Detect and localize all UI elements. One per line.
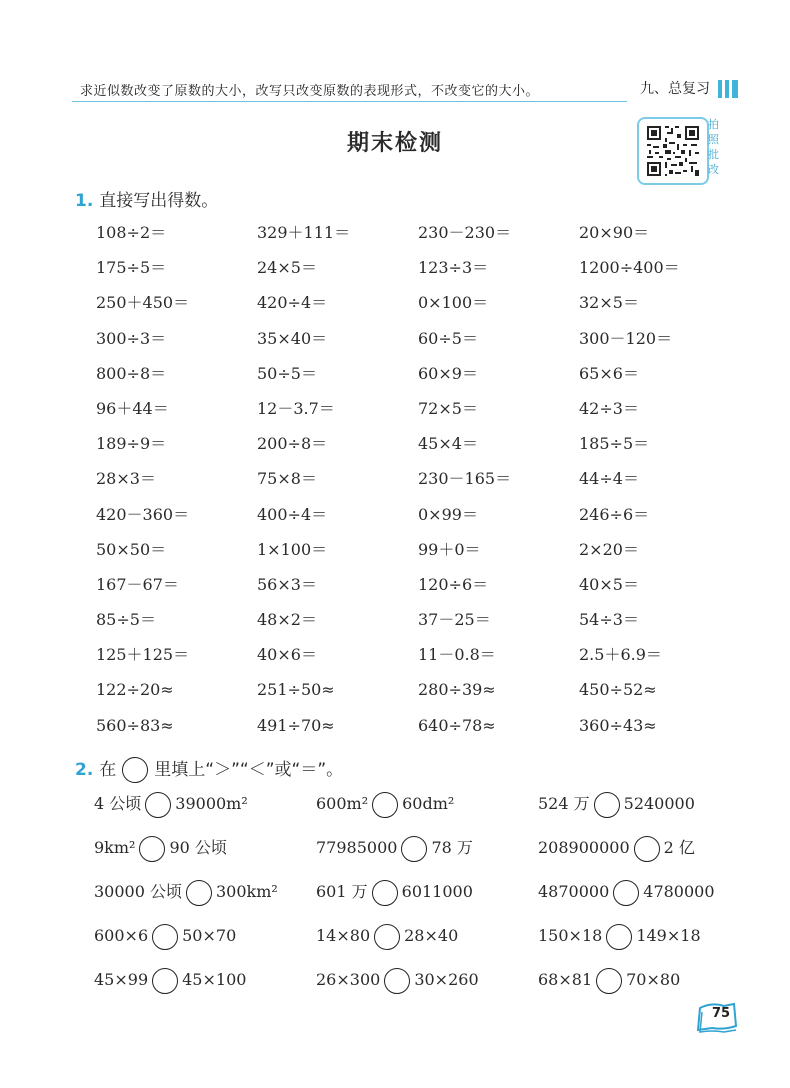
- calc-row: [96, 538, 740, 573]
- question-2-heading: [75, 755, 343, 783]
- comparison-item: [316, 921, 538, 951]
- comparison-row: [94, 833, 760, 877]
- calc-item[interactable]: 56×3＝: [257, 574, 317, 594]
- comparison-item: [538, 877, 760, 907]
- qr-code-icon: [645, 124, 701, 178]
- calc-item[interactable]: 560÷83≈: [96, 715, 174, 735]
- comparison-item: [316, 965, 538, 995]
- calc-item[interactable]: 329＋111＝: [257, 223, 351, 242]
- calc-item[interactable]: 108÷2＝: [96, 223, 167, 242]
- comparison-left: 150×18: [538, 926, 603, 945]
- calc-item[interactable]: 72×5＝: [418, 398, 478, 418]
- comparison-item: [538, 965, 760, 995]
- calc-item[interactable]: 125＋125＝: [96, 645, 190, 665]
- calc-item[interactable]: 640÷78≈: [418, 715, 496, 735]
- comparison-item: [538, 921, 760, 951]
- calc-item[interactable]: 2.5＋6.9＝: [579, 645, 662, 665]
- answer-circle-input[interactable]: [606, 924, 632, 950]
- comparison-item: [94, 921, 316, 951]
- comparison-right: 149×18: [636, 926, 701, 945]
- calc-item[interactable]: 1200÷400＝: [579, 258, 680, 278]
- calc-item[interactable]: 491÷70≈: [257, 715, 335, 735]
- comparison-item: [316, 789, 538, 819]
- calc-item[interactable]: 2×20＝: [579, 539, 639, 559]
- calc-item[interactable]: 42÷3＝: [579, 398, 639, 418]
- calc-item[interactable]: 28×3＝: [96, 469, 156, 489]
- calc-item[interactable]: 60×9＝: [418, 363, 478, 383]
- calc-item[interactable]: 40×5＝: [579, 574, 639, 594]
- comparison-right: 30×260: [414, 970, 479, 989]
- comparison-item: [94, 789, 316, 819]
- calc-item[interactable]: 120÷6＝: [418, 574, 489, 594]
- comparison-item: [538, 833, 760, 863]
- calc-item[interactable]: 32×5＝: [579, 293, 639, 313]
- header-divider: [72, 101, 627, 102]
- calc-item[interactable]: 246÷6＝: [579, 504, 650, 524]
- calc-item[interactable]: 250＋450＝: [96, 293, 190, 313]
- qr-code[interactable]: [637, 117, 709, 185]
- answer-circle-input[interactable]: [384, 968, 410, 994]
- calc-item[interactable]: 85÷5＝: [96, 610, 156, 630]
- comparison-left: 30000 公顷: [94, 882, 182, 901]
- comparison-item: [94, 965, 316, 995]
- comparison-right: 39000m²: [175, 794, 248, 813]
- comparison-left: 4 公顷: [94, 794, 142, 813]
- answer-circle-input[interactable]: [613, 880, 639, 906]
- comparison-right: 70×80: [626, 970, 681, 989]
- calc-item[interactable]: 300－120＝: [579, 328, 673, 348]
- question-text-before: 在: [99, 760, 117, 780]
- calc-row: [96, 467, 740, 502]
- question-text-after: 里填上“＞”“＜”或“＝”。: [154, 760, 344, 780]
- question-1-heading: [75, 186, 218, 211]
- calc-item[interactable]: 96＋44＝: [96, 398, 169, 418]
- comparison-item: [94, 833, 316, 863]
- calc-item[interactable]: 360÷43≈: [579, 715, 657, 735]
- calc-item[interactable]: 54÷3＝: [579, 610, 639, 630]
- calc-item[interactable]: 1×100＝: [257, 539, 328, 559]
- calc-item[interactable]: 99＋0＝: [418, 539, 481, 559]
- calc-item[interactable]: 11－0.8＝: [418, 645, 496, 665]
- comparison-item: [316, 833, 538, 863]
- calc-item[interactable]: 189÷9＝: [96, 434, 167, 454]
- calc-item[interactable]: 175÷5＝: [96, 258, 167, 278]
- calc-row: [96, 643, 740, 678]
- section-tag-bars: [718, 80, 738, 98]
- calculation-grid: [96, 221, 740, 749]
- comparison-right: 2 亿: [663, 838, 695, 857]
- comparison-right: 45×100: [182, 970, 247, 989]
- calc-item[interactable]: 50÷5＝: [257, 363, 317, 383]
- qr-caption: 拍 照 批 改: [708, 118, 719, 176]
- calc-row: [96, 327, 740, 362]
- question-number: 2.: [75, 760, 94, 780]
- calc-item[interactable]: 185÷5＝: [579, 434, 650, 454]
- calc-item[interactable]: 48×2＝: [257, 610, 317, 630]
- answer-circle-input[interactable]: [186, 880, 212, 906]
- comparison-left: 9km²: [94, 838, 136, 857]
- answer-circle-input[interactable]: [596, 968, 622, 994]
- comparison-left: 14×80: [316, 926, 371, 945]
- answer-circle-input[interactable]: [372, 880, 398, 906]
- calc-item[interactable]: 420－360＝: [96, 504, 190, 524]
- comparison-grid: [94, 789, 760, 1009]
- calc-item[interactable]: 400÷4＝: [257, 504, 328, 524]
- calc-row: [96, 397, 740, 432]
- answer-circle-input[interactable]: [401, 836, 427, 862]
- header-note: 求近似数改变了原数的大小，改写只改变原数的表现形式，不改变它的大小。: [80, 84, 540, 99]
- calc-row: [96, 714, 740, 749]
- comparison-right: 4780000: [643, 882, 715, 901]
- comparison-right: 78 万: [431, 838, 473, 857]
- comparison-right: 6011000: [401, 882, 473, 901]
- calc-item[interactable]: 20×90＝: [579, 223, 650, 242]
- calc-item[interactable]: 75×8＝: [257, 469, 317, 489]
- calc-item[interactable]: 37－25＝: [418, 610, 491, 630]
- calc-item[interactable]: 24×5＝: [257, 258, 317, 278]
- calc-row: [96, 362, 740, 397]
- comparison-item: [94, 877, 316, 907]
- calc-item[interactable]: 230－165＝: [418, 469, 512, 489]
- section-tag: 九、总复习: [640, 81, 710, 97]
- comparison-left: 45×99: [94, 970, 149, 989]
- calc-item[interactable]: 44÷4＝: [579, 469, 639, 489]
- comparison-row: [94, 965, 760, 1009]
- calc-item[interactable]: 122÷20≈: [96, 680, 174, 700]
- calc-row: [96, 573, 740, 608]
- comparison-row: [94, 921, 760, 965]
- calc-row: [96, 608, 740, 643]
- calc-item[interactable]: 300÷3＝: [96, 328, 167, 348]
- calc-row: [96, 256, 740, 291]
- comparison-right: 28×40: [404, 926, 459, 945]
- comparison-item: [316, 877, 538, 907]
- comparison-left: 524 万: [538, 794, 590, 813]
- calc-item[interactable]: 230－230＝: [418, 223, 512, 242]
- calc-row: [96, 221, 740, 256]
- answer-circle-input[interactable]: [594, 792, 620, 818]
- calc-item[interactable]: 0×99＝: [418, 504, 478, 524]
- comparison-left: 208900000: [538, 838, 630, 857]
- page-number: 75: [711, 1006, 731, 1021]
- comparison-right: 300km²: [216, 882, 278, 901]
- comparison-row: [94, 789, 760, 833]
- comparison-left: 601 万: [316, 882, 368, 901]
- page-title: 期末检测: [346, 131, 443, 156]
- answer-circle-input[interactable]: [152, 924, 178, 950]
- calc-item[interactable]: 200÷8＝: [257, 434, 328, 454]
- calc-item[interactable]: 12－3.7＝: [257, 398, 335, 418]
- comparison-right: 90 公顷: [169, 838, 227, 857]
- answer-circle-input[interactable]: [372, 792, 398, 818]
- calc-row: [96, 678, 740, 713]
- comparison-left: 77985000: [316, 838, 398, 857]
- calc-item[interactable]: 280÷39≈: [418, 680, 496, 700]
- calc-item[interactable]: 65×6＝: [579, 363, 639, 383]
- calc-item[interactable]: 60÷5＝: [418, 328, 478, 348]
- answer-circle-input[interactable]: [145, 792, 171, 818]
- comparison-right: 50×70: [182, 926, 237, 945]
- comparison-left: 600m²: [316, 794, 369, 813]
- answer-circle-input[interactable]: [139, 836, 165, 862]
- comparison-row: [94, 877, 760, 921]
- comparison-left: 4870000: [538, 882, 610, 901]
- comparison-left: 26×300: [316, 970, 381, 989]
- calc-item[interactable]: 50×50＝: [96, 539, 167, 559]
- answer-circle-input[interactable]: [634, 836, 660, 862]
- calc-item[interactable]: 800÷8＝: [96, 363, 167, 383]
- answer-circle-input[interactable]: [152, 968, 178, 994]
- calc-row: [96, 291, 740, 326]
- comparison-left: 600×6: [94, 926, 149, 945]
- comparison-right: 5240000: [623, 794, 695, 813]
- calc-row: [96, 432, 740, 467]
- comparison-right: 60dm²: [402, 794, 455, 813]
- comparison-left: 68×81: [538, 970, 593, 989]
- calc-item[interactable]: 450÷52≈: [579, 680, 657, 700]
- answer-circle-icon: [122, 757, 148, 783]
- calc-item[interactable]: 0×100＝: [418, 293, 489, 313]
- calc-item[interactable]: 251÷50≈: [257, 680, 335, 700]
- calc-item[interactable]: 123÷3＝: [418, 258, 489, 278]
- calc-row: [96, 503, 740, 538]
- answer-circle-input[interactable]: [374, 924, 400, 950]
- question-number: 1.: [75, 191, 94, 211]
- comparison-item: [538, 789, 760, 819]
- calc-item[interactable]: 420÷4＝: [257, 293, 328, 313]
- calc-item[interactable]: 40×6＝: [257, 645, 317, 665]
- question-text: 直接写出得数。: [99, 191, 219, 211]
- calc-item[interactable]: 167－67＝: [96, 574, 179, 594]
- calc-item[interactable]: 45×4＝: [418, 434, 478, 454]
- calc-item[interactable]: 35×40＝: [257, 328, 328, 348]
